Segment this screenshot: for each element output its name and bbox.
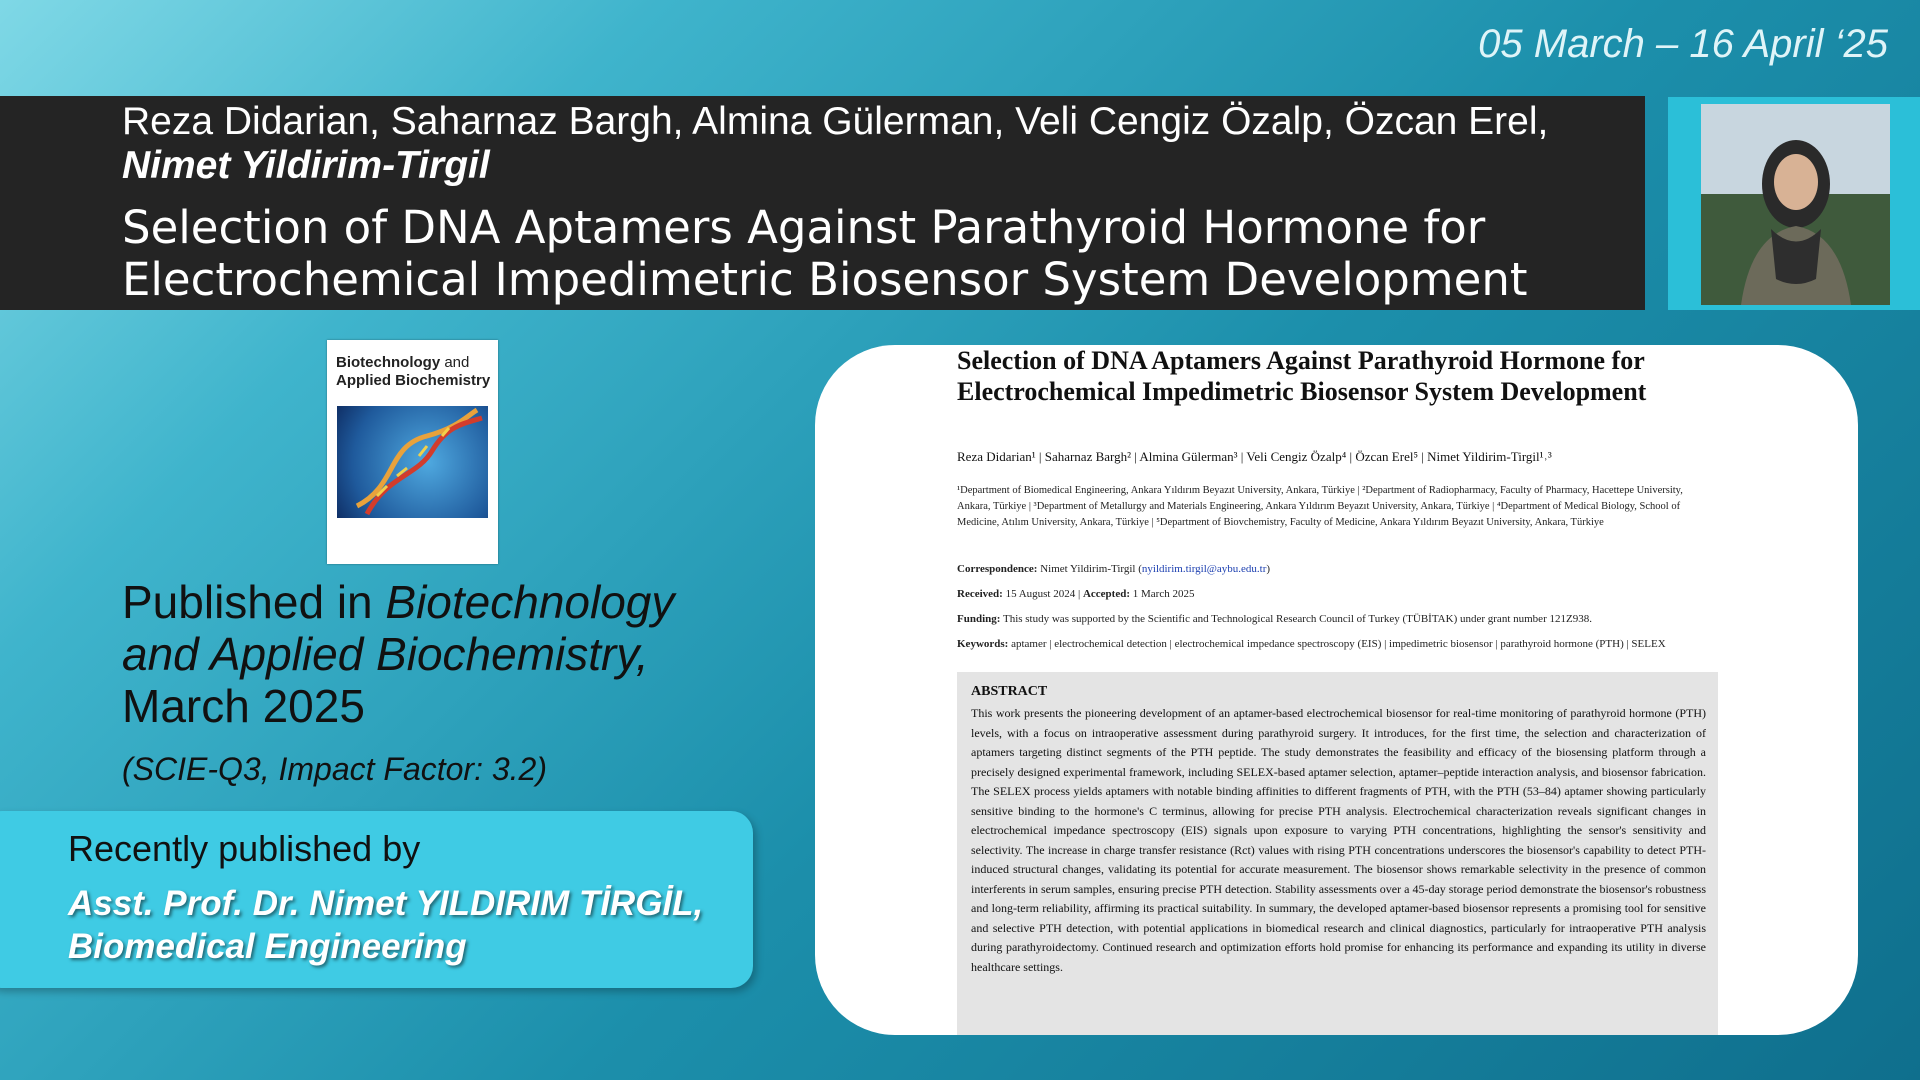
paper-title-banner: Selection of DNA Aptamers Against Parathyroid Hormone for Electrochemical Impedimetric Biosensor System Development bbox=[122, 201, 1528, 306]
dna-helix-image bbox=[337, 406, 488, 518]
impact-factor: (SCIE-Q3, Impact Factor: 3.2) bbox=[122, 751, 547, 787]
recent-label: Recently published by bbox=[68, 828, 421, 869]
paper-authors: Reza Didarian¹ | Saharnaz Bargh² | Almina Gülerman³ | Veli Cengiz Özalp⁴ | Özcan Erel⁵ | Nimet Yildirim-Tirgil¹˒³ bbox=[957, 449, 1552, 464]
paper-keywords bbox=[957, 638, 1666, 650]
paper-affiliations: ¹Department of Biomedical Engineering, Ankara Yıldırım Beyazıt University, Ankara, Türkiye | ²Department of Radiopharmacy, Faculty of Pharmacy, Hacettepe University, Ankara, Türkiye | ³Department of Metallurgy and Materials Engineering, Ankara Yıldırım Beyazıt University, Ankara, Türkiye | ⁴Department of Medical Biology, School of Medicine, Atılım University, Ankara, Türkiye | ⁵Department of Biovchemistry, Faculty of Medicine, Ankara Yıldırım Beyazıt University, Ankara, Türkiye bbox=[957, 485, 1683, 528]
correspondence-label: Correspondence: bbox=[957, 563, 1038, 575]
journal-cover-title bbox=[336, 354, 490, 390]
paper-title: Selection of DNA Aptamers Against Parathyroid Hormone for Electrochemical Impedimetric Biosensor System Development bbox=[957, 346, 1647, 406]
accepted-label: Accepted: bbox=[1082, 588, 1130, 600]
keywords-text: aptamer | electrochemical detection | electrochemical impedance spectroscopy (EIS) | impedimetric biosensor | parathyroid hormone (PTH) | SELEX bbox=[1008, 638, 1666, 650]
keywords-label: Keywords: bbox=[957, 638, 1009, 650]
funding-label: Funding: bbox=[957, 613, 1001, 625]
published-journal: Biotechnology and Applied Biochemistry, bbox=[122, 576, 675, 680]
abstract-heading: ABSTRACT bbox=[971, 684, 1048, 699]
abstract-text: This work presents the pioneering development of an aptamer-based electrochemical biosensor for real-time monitoring of parathyroid hormone (PTH) levels, with a focus on intraoperative assessment during parathyroid surgery. It introduces, for the first time, the selection and characterization of aptamers targeting distinct segments of the PTH peptide. The study demonstrates the feasibility and efficacy of the biosensing platform through a precisely designed experimental framework, including SELEX-based aptamer selection, aptamer–peptide interaction analysis, and biosensor fabrication. The SELEX process yields aptamers with notable binding affinities to different fragments of PTH, with the PTH (53–84) aptamer showing particularly sensitive binding to the hormone's C terminus, allowing for precise PTH analysis. Electrochemical characterization reveals significant changes in electrochemical impedance spectroscopy (EIS) signals upon exposure to varying PTH concentrations, highlighting the sensor's sensitivity and selectivity. The increase in charge transfer resistance (Rct) values with rising PTH concentrations underscores the biosensor's capability to detect PTH-induced structural changes, validating its potential for accurate measurement. The biosensor shows remarkable selectivity in the presence of common interferents in serum samples, ensuring precise PTH detection. Stability assessments over a 45-day storage period demonstrate the biosensor's robustness and long-term reliability, affirming its practical suitability. In summary, the developed aptamer-based biosensor represents a promising tool for sensitive and selective PTH detection, with potential applications in biomedical research and clinical diagnostics, particularly for intraoperative PTH analysis during parathyroidectomy. Continued research and optimization efforts hold promise for enhancing its performance and expanding its utility in diverse healthcare settings. bbox=[971, 706, 1706, 974]
cover-title-and: and bbox=[444, 354, 470, 371]
person-portrait-icon bbox=[1701, 104, 1890, 305]
accepted-date: 1 March 2025 bbox=[1130, 588, 1195, 600]
paper-dates bbox=[957, 588, 1194, 600]
paper-correspondence bbox=[957, 563, 1270, 575]
published-prefix: Published in bbox=[122, 576, 386, 628]
received-label: Received: bbox=[957, 588, 1003, 600]
date-range: 05 March – 16 April ‘25 bbox=[1478, 22, 1888, 66]
correspondence-close: ) bbox=[1266, 563, 1271, 575]
author-photo bbox=[1701, 104, 1890, 305]
correspondence-name: Nimet Yildirim-Tirgil ( bbox=[1037, 563, 1142, 575]
authors-main: Reza Didarian, Saharnaz Bargh, Almina Gülerman, Veli Cengiz Özalp, Özcan Erel, bbox=[122, 100, 1549, 143]
cover-title-part1: Biotechnology bbox=[336, 354, 441, 371]
received-date: 15 August 2024 | bbox=[1002, 588, 1083, 600]
authors-list bbox=[122, 100, 1642, 188]
cover-title-part2: Applied Biochemistry bbox=[336, 372, 491, 389]
recent-name-line2: Biomedical Engineering bbox=[68, 927, 467, 966]
paper-funding bbox=[957, 613, 1592, 625]
author-highlight: Nimet Yildirim-Tirgil bbox=[122, 144, 490, 187]
journal-cover bbox=[327, 340, 498, 564]
recent-author-name bbox=[68, 882, 703, 968]
published-info bbox=[122, 576, 742, 732]
dna-icon bbox=[337, 406, 488, 518]
paper-preview bbox=[815, 345, 1858, 1035]
abstract-box bbox=[957, 672, 1718, 1035]
funding-text: This study was supported by the Scientific and Technological Research Council of Turkey (TÜBİTAK) under grant number 121Z938. bbox=[1000, 613, 1592, 625]
recent-name-line1: Asst. Prof. Dr. Nimet YILDIRIM TİRGİL, bbox=[68, 884, 704, 923]
correspondence-email-link[interactable]: nyildirim.tirgil@aybu.edu.tr bbox=[1141, 563, 1267, 575]
published-date: March 2025 bbox=[122, 680, 365, 732]
